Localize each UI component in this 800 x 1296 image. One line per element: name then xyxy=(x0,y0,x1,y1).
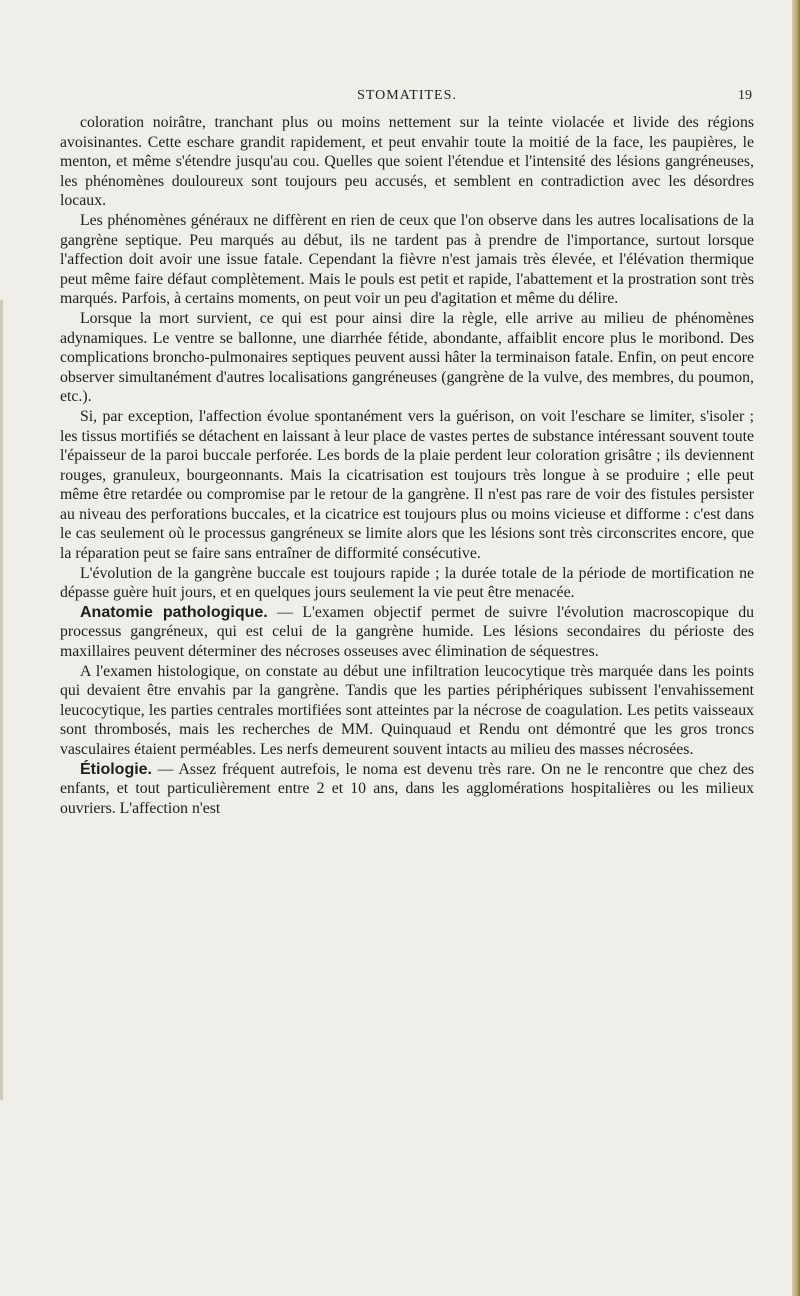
paragraph xyxy=(60,662,754,760)
section-heading-etiologie: Étiologie. xyxy=(80,760,152,778)
paragraph xyxy=(60,564,754,603)
paragraph-text: — Assez fréquent autrefois, le noma est devenu très rare. On ne le rencontre que chez des enfants, et tout particulièrement entre 2 et 10 ans, dans les agglomérations hospitalières ou les milieux ouvriers. L'affection n'est xyxy=(60,760,754,817)
paragraph xyxy=(60,113,754,211)
paragraph-text: coloration noirâtre, tranchant plus ou moins nettement sur la teinte violacée et livide des régions avoisinantes. Cette eschare grandit rapidement, et peut envahir toute la moitié de la face, les paupières, le menton, et même s'étendre jusqu'au cou. Quelles que soient l'étendue et l'intensité des lésions gangréneuses, les phénomènes douloureux sont toujours peu accusés, et semblent en contradiction avec les désordres locaux. xyxy=(60,114,754,210)
page-left-shadow xyxy=(0,300,3,1100)
paragraph-text: Si, par exception, l'affection évolue spontanément vers la guérison, on voit l'eschare se limiter, s'isoler ; les tissus mortifiés se détachent en laissant à leur place de vastes pertes de substance intéressant souvent toute l'épaisseur de la paroi buccale perforée. Les bords de la plaie perdent leur coloration grisâtre ; ils deviennent rouges, granuleux, bourgeonnants. Mais la cicatrisation est toujours très longue à se produire ; elle peut même être retardée ou compromise par le retour de la gangrène. Il n'est pas rare de voir des fistules persister au niveau des perforations buccales, et la cicatrice est toujours plus ou moins vicieuse et difforme : c'est dans le cas seulement où le processus gangréneux se limite alors que les lésions sont très circonscrites encore, que la réparation peut se faire sans entraîner de difformité consécutive. xyxy=(60,407,754,563)
paragraph-text: — L'examen objectif permet de suivre l'évolution macroscopique du processus gangréneux, qui est celui de la gangrène humide. Les lésions secondaires du périoste des maxillaires peuvent déterminer des nécroses osseuses avec élimination de séquestres. xyxy=(60,603,755,661)
paragraph-text: A l'examen histologique, on constate au début une infiltration leucocytique très marquée dans les points qui devaient être envahis par la gangrène. Tandis que les parties périphériques subissent l'envahissement leucocytique, les parties centrales mortifiées sont atteintes par la nécrose de coagulation. Les petits vaisseaux sont thrombosés, mais les recherches de MM. Quinquaud et Rendu ont démontré que les gros troncs vasculaires étaient perméables. Les nerfs demeurent souvent intacts au milieu des masses nécrosées. xyxy=(60,662,754,758)
section-heading-anatomie: Anatomie pathologique. xyxy=(80,603,268,621)
paragraph xyxy=(60,760,754,819)
page-right-edge xyxy=(792,0,800,1296)
page-header xyxy=(60,86,754,108)
page-number: 19 xyxy=(738,88,752,103)
paragraph-text: L'évolution de la gangrène buccale est toujours rapide ; la durée totale de la période de mortification ne dépasse guère huit jours, et en quelques jours seulement la vie peut être menacée. xyxy=(60,564,754,602)
running-title: STOMATITES. xyxy=(357,88,457,103)
paragraph-text: Les phénomènes généraux ne diffèrent en rien de ceux que l'on observe dans les autres localisations de la gangrène septique. Peu marqués au début, ils ne tardent pas à prendre de l'importance, surtout lorsque l'affection doit avoir une issue fatale. Cependant la fièvre n'est jamais très élevée, et l'élévation thermique peut même faire défaut complètement. Mais le pouls est petit et rapide, l'abattement et la prostration sont très marqués. Parfois, à certains moments, on peut voir un peu d'agitation et même du délire. xyxy=(60,211,754,308)
body-text xyxy=(60,113,754,818)
paragraph-text: Lorsque la mort survient, ce qui est pour ainsi dire la règle, elle arrive au milieu de phénomènes adynamiques. Le ventre se ballonne, une diarrhée fétide, abondante, affaiblit encore plus le moribond. Des complications broncho-pulmonaires septiques peuvent aussi hâter la terminaison fatale. Enfin, on peut encore observer simultanément d'autres localisations gangréneuses (gangrène de la vulve, des membres, du poumon, etc.). xyxy=(60,309,754,406)
paragraph xyxy=(60,407,754,564)
paragraph xyxy=(60,309,754,407)
paragraph xyxy=(60,211,754,309)
paragraph xyxy=(60,603,754,662)
